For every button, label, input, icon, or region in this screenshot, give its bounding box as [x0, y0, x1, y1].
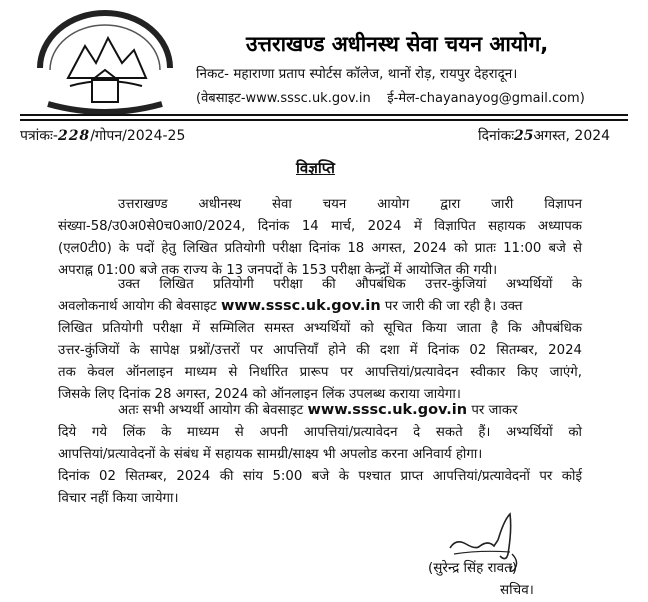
reference-handwritten-number: 228 — [57, 128, 91, 144]
reference-number — [20, 126, 185, 145]
notice-line: (एल0टी0) के पदों हेतु लिखित प्रतियोगी परीक्षा दिनांक 18 अगस्त, 2024 को प्रातः 11:00 बजे से — [58, 241, 582, 256]
notice-text: अतः सभी अभ्यर्थी आयोग की बेवसाइट — [118, 403, 304, 418]
organization-address: निकट- महाराणा प्रताप स्पोर्टस कॉलेज, थानों रोड़, रायपुर देहरादून। — [196, 66, 518, 82]
date-handwritten-day: 25 — [514, 128, 534, 144]
notice-line: दिनांक 02 सितम्बर, 2024 की सांय 5:00 बजे के पश्चात प्राप्त आपत्तियां/प्रत्यावेदनों पर कोई — [58, 469, 582, 484]
website-label: (वेबसाइट-www.sssc.uk.gov.in — [196, 91, 371, 106]
notice-line: उक्त लिखित प्रतियोगी परीक्षा की औपबंधिक उत्तर-कुंजियां अभ्यर्थियों के — [118, 277, 582, 292]
emblem-logo-icon — [30, 8, 180, 120]
notice-line: लिखित प्रतियोगी परीक्षा में सम्मिलित समस्त अभ्यर्थियों को सूचित किया जाता है कि औपबंधिक — [58, 321, 582, 336]
notice-line: तक केवल ऑनलाइन माध्यम से निर्धारित प्रारूप पर आपत्तियां/प्रत्यावेदन स्वीकार किए जाएंगे, — [58, 365, 582, 380]
notice-line: दिये गये लिंक के माध्यम से अपनी आपत्तियां/प्रत्यावेदन दे सकते हैं। अभ्यर्थियों को — [58, 425, 582, 440]
header-divider-bottom — [20, 119, 628, 121]
website-link[interactable]: www.sssc.uk.gov.in — [221, 298, 381, 314]
organization-title: उत्तराखण्ड अधीनस्थ सेवा चयन आयोग, — [246, 32, 549, 56]
reference-suffix: /गोपन/2024-25 — [90, 128, 186, 144]
notice-line: आपत्तियां/प्रत्यावेदनों के संबंध में सहायक सामग्री/साक्ष्य भी अपलोड करना अनिवार्य होगा। — [58, 447, 483, 462]
date-prefix: दिनांकः — [478, 128, 515, 144]
notice-line-with-website — [58, 296, 582, 314]
notice-line-with-website — [118, 400, 582, 418]
notice-title: विज्ञप्ति — [296, 159, 335, 177]
notice-text: पर जाकर — [471, 403, 518, 418]
header-divider-top — [20, 114, 628, 116]
signatory-designation: सचिव। — [500, 582, 534, 598]
notice-line: उत्तराखण्ड अधीनस्थ सेवा चयन आयोग द्वारा जारी विज्ञापन — [118, 197, 582, 212]
notice-date — [478, 126, 610, 145]
date-rest: अगस्त, 2024 — [533, 128, 611, 144]
notice-text: अवलोकनार्थ आयोग की बेवसाइट — [58, 299, 217, 314]
notice-line: अपराह्न 01:00 बजे तक राज्य के 13 जनपदों के 153 परीक्षा केन्द्रों में आयोजित की गयी। — [58, 263, 498, 278]
notice-line: जिसके लिए दिनांक 28 अगस्त, 2024 को ऑनलाइन लिंक उपलब्ध कराया जायेगा। — [58, 387, 461, 402]
email-label: ई-मेल-chayanayog@gmail.com) — [387, 91, 585, 106]
notice-line: संख्या-58/उ0अ0से0च0आ0/2024, दिनांक 14 मार्च, 2024 में विज्ञापित सहायक अध्यापक — [58, 219, 582, 234]
notice-line: उत्तर-कुंजियों के सापेक्ष प्रश्नों/उत्तरों पर आपत्तियाँ होने की दशा में दिनांक 02 सितम्बर, 2024 — [58, 343, 582, 358]
signatory-name: (सुरेन्द्र सिंह रावत) — [428, 560, 518, 576]
reference-prefix: पत्रांकः- — [20, 128, 58, 144]
notice-text: पर जारी की जा रही है। उक्त — [384, 299, 523, 314]
notice-line: विचार नहीं किया जायेगा। — [58, 491, 179, 506]
website-link[interactable]: www.sssc.uk.gov.in — [307, 402, 468, 418]
contact-line — [196, 88, 585, 106]
